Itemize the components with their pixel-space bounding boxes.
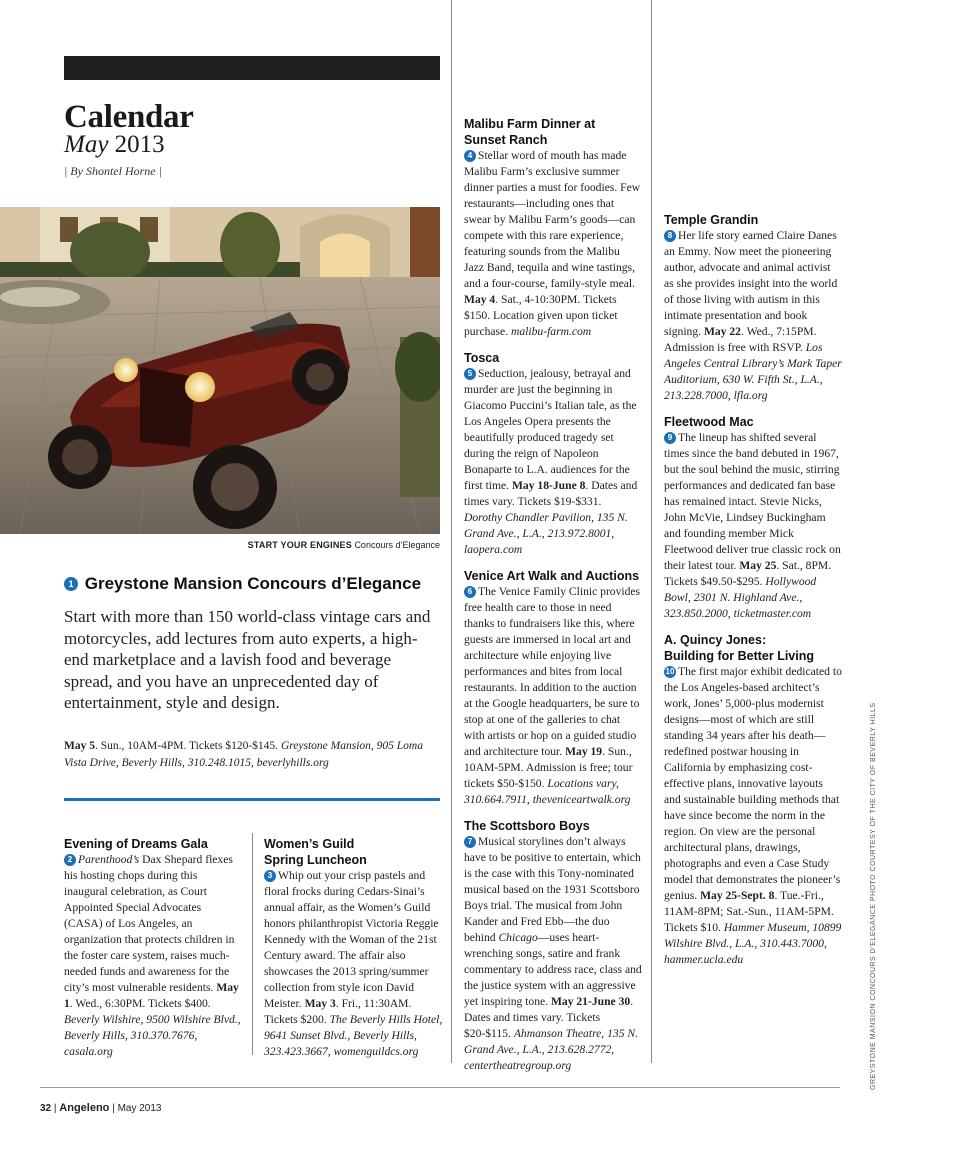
event-number-icon: 1 [64,577,78,591]
column-rule [252,833,253,1055]
featured-event-title: 1 Greystone Mansion Concours d’Elegance [64,574,421,594]
column-rule [651,0,652,1063]
event-description: 3 Whip out your crisp pastels and floral frocks during Cedars-Sinai’s annual affair, as the Women’s Guild honors philanthropist Victoria Reggie Kennedy with the Woman of the 21st Century award. The affair also showcases the 2013 spring/summer collection from style icon David Meister. May 3. Fri., 11:30AM. Tickets $200. The Beverly Hills Hotel, 9641 Sunset Blvd., Beverly Hills, 323.423.3667, womenguildcs.org [264,869,443,1058]
event-column-1 [64,836,242,1060]
event-column-2 [264,836,444,1060]
event-number-icon: 2 [64,854,76,866]
byline: | By Shontel Horne | [64,164,162,178]
vintage-car-photo [0,207,440,534]
page-subtitle: May 2013 [64,131,165,158]
event-title: A. Quincy Jones: Building for Better Living [664,633,814,663]
event-column-3 [464,116,642,1074]
section-divider [64,798,440,801]
event-description: 10 The first major exhibit dedicated to the Los Angeles-based architect’s work, Jones’ 5,000-plus modernist designs—most of which are still standing 34 years after his death—redefined postwar housing in California by emphasizing cost-effective plans, innovative layouts and sustainable building methods that have since become the norm in the region. On view are the personal architectural plans, drawings, photographs and even a Case Study model that demonstrates the pioneer’s genius. May 25-Sept. 8. Tue.-Fri., 11AM-8PM; Sat.-Sun., 11AM-5PM. Tickets $10. Hammer Museum, 10899 Wilshire Blvd., L.A., 310.443.7000, hammer.ucla.edu [664,665,842,966]
event-number-icon: 9 [664,432,676,444]
page-title: Calendar [64,99,194,135]
event-number-icon: 4 [464,150,476,162]
photo-caption: START YOUR ENGINES Concours d’Elegance [247,540,440,550]
page-folio: 32 | Angeleno | May 2013 [40,1102,162,1114]
header-bar [64,56,440,80]
event-number-icon: 10 [665,667,675,676]
event-description: 8 Her life story earned Claire Danes an Emmy. Now meet the pioneering author, advocate and animal activist as she provides insight into the world of those living with autism in this intimate presentation and book signing. May 22. Wed., 7:15PM. Admission is free with RSVP. Los Angeles Central Library’s Mark Taper Auditorium, 630 W. Fifth St., L.A., 213.228.7000, lfla.org [664,229,842,402]
event-description: 9 The lineup has shifted several times since the band debuted in 1967, but the soul behind the music, stirring performances and dedicated fan base has remained intact. Stevie Nicks, John McVie, Lindsey Buckingham and founding member Mick Fleetwood deliver true classic rock on their latest tour. May 25. Sat., 8PM. Tickets $49.50-$295. Hollywood Bowl, 2301 N. Highland Ave., 323.850.2000, ticketmaster.com [664,431,841,620]
event-number-icon: 7 [464,836,476,848]
event-title: Evening of Dreams Gala [64,837,208,851]
event-title: Tosca [464,351,500,365]
event-description: 5 Seduction, jealousy, betrayal and murder are just the beginning in Giacomo Puccini’s Italian tale, as the Los Angeles Opera presents the beautifully produced tragedy set during the reign of Napoleon Bonaparte to L.A. audiences for the first time. May 18-June 8. Dates and times vary. Tickets $19-$331. Dorothy Chandler Pavilion, 135 N. Grand Ave., L.A., 213.972.8001, laopera.com [464,367,638,556]
event-title: Temple Grandin [664,213,759,227]
footer-rule [40,1087,840,1088]
event-number-icon: 5 [464,368,476,380]
event-title: The Scottsboro Boys [464,819,590,833]
featured-event-details: May 5. Sun., 10AM-4PM. Tickets $120-$145. Greystone Mansion, 905 Loma Vista Drive, Beverly Hills, 310.248.1015, beverlyhills.org [64,740,423,769]
event-title: Venice Art Walk and Auctions [464,569,640,583]
column-rule [451,0,452,1063]
event-column-4 [664,212,842,968]
featured-event-body: Start with more than 150 world-class vintage cars and motorcycles, add lectures from auto experts, a high-end marketplace and a lavish food and beverage spread, and you have an unprecedented day of entertainment, style and design. [64,607,431,713]
event-number-icon: 3 [264,870,276,882]
event-description: 4 Stellar word of mouth has made Malibu Farm’s exclusive summer dinner parties a must for foodies. Few restaurants—including ones that swear by Malibu Farm’s goods—can compete with this rare experience, featuring sounds from the Malibu Jazz Band, tequila and wine tastings, and a four-course, family-style meal. May 4. Sat., 4-10:30PM. Tickets $150. Location given upon ticket purchase. malibu-farm.com [464,149,641,338]
event-description: 6 The Venice Family Clinic provides free health care to those in need thanks to fundraisers like this, where guests are immersed in local art and architecture while enjoying live performances and bites from local restaurants. In addition to the auction at the Google headquarters, be sure to stop at one of the galleries to chat with artists or hop on a guided studio and architecture tour. May 19. Sun., 10AM-5PM. Admission is free; tour tickets $50-$150. Locations vary, 310.664.7911, theveniceartwalk.org [464,585,641,806]
event-description: 7 Musical storylines don’t always have to be positive to entertain, which is the case with this Tony-nominated musical based on the 1931 Scottsboro Boys trial. The musical from John Kander and Fred Ebb—the duo behind Chicago—uses heart-wrenching songs, satire and frank commentary to address race, class and the justice system with an aggressive yet inspiring tone. May 21-June 30. Dates and times vary. Tickets $20-$115. Ahmanson Theatre, 135 N. Grand Ave., L.A., 213.628.2772, centertheatregroup.org [464,835,642,1072]
event-number-icon: 8 [664,230,676,242]
event-title: Malibu Farm Dinner at Sunset Ranch [464,117,596,147]
event-description: 2 Parenthood’s Dax Shepard flexes his hosting chops during this inaugural celebration, as Court Appointed Special Advocates (CASA) of Los Angeles, an organization that protects children in the foster care system, raises much-needed funds and awareness for the city’s most vulnerable residents. May 1. Wed., 6:30PM. Tickets $400. Beverly Wilshire, 9500 Wilshire Blvd., Beverly Hills, 310.370.7676, casala.org [64,853,241,1058]
event-number-icon: 6 [464,586,476,598]
photo-credit: GREYSTONE MANSION CONCOURS D’ELEGANCE PHOTO COURTESY OF THE CITY OF BEVERLY HILLS [870,702,877,1090]
event-title: Fleetwood Mac [664,415,754,429]
event-title: Women’s Guild Spring Luncheon [264,837,367,867]
